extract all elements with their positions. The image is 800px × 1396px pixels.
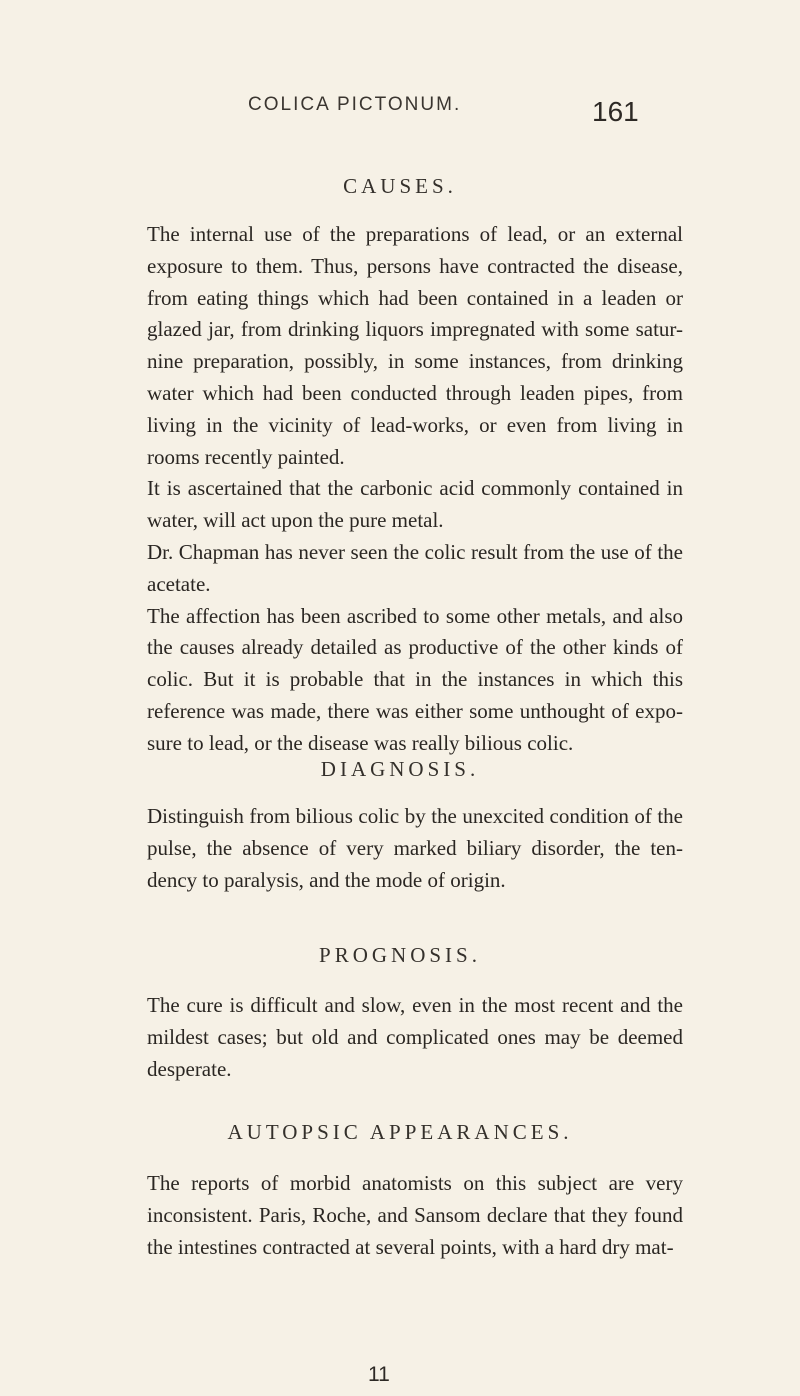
heading-diagnosis: DIAGNOSIS. (320, 757, 480, 781)
section-causes-body (147, 219, 683, 760)
running-title: COLICA PICTONUM. (248, 94, 462, 115)
signature-mark: 11 (368, 1363, 390, 1386)
heading-causes: CAUSES. (343, 174, 457, 198)
paragraph: Distinguish from bilious colic by the unexcited condition of the pulse, the absence of very marked biliary disorder, the ten-dency to paralysis, and the mode of origin. (147, 804, 683, 892)
paragraph: The reports of morbid anatomists on this subject are very inconsistent. Paris, Roche, and Sansom declare that they found the intestines contracted at several points, with a hard dry mat- (147, 1171, 683, 1259)
section-autopsic-body (147, 1168, 683, 1263)
section-diagnosis-body (147, 801, 683, 896)
heading-autopsic-appearances: AUTOPSIC APPEARANCES. (227, 1120, 573, 1144)
paragraph: The affection has been ascribed to some other metals, and also the causes already detailed as productive of the other kinds of colic. But it is probable that in the instances in which this reference was made, there was either some unthought of expo-sure to lead, or the disease was really bilious colic. (147, 603, 683, 755)
paragraph: It is ascertained that the carbonic acid commonly contained in water, will act upon the pure metal. (147, 476, 683, 533)
page-number: 161 (592, 96, 639, 127)
heading-prognosis: PROGNOSIS. (319, 943, 481, 967)
paragraph: The cure is difficult and slow, even in the most recent and the mildest cases; but old and complicated ones may be deemed desperate. (147, 993, 683, 1081)
section-prognosis-body (147, 990, 683, 1085)
paragraph: The internal use of the preparations of lead, or an external exposure to them. Thus, persons have contracted the disease, from eating things which had been contained in a leaden or glazed jar, from drinking liquors impregnated with some satur-nine preparation, possibly, in some instances, from drinking water which had been conducted through leaden pipes, from living in the vicinity of lead-works, or even from living in rooms recently painted. (147, 222, 683, 469)
paragraph: Dr. Chapman has never seen the colic result from the use of the acetate. (147, 539, 683, 596)
